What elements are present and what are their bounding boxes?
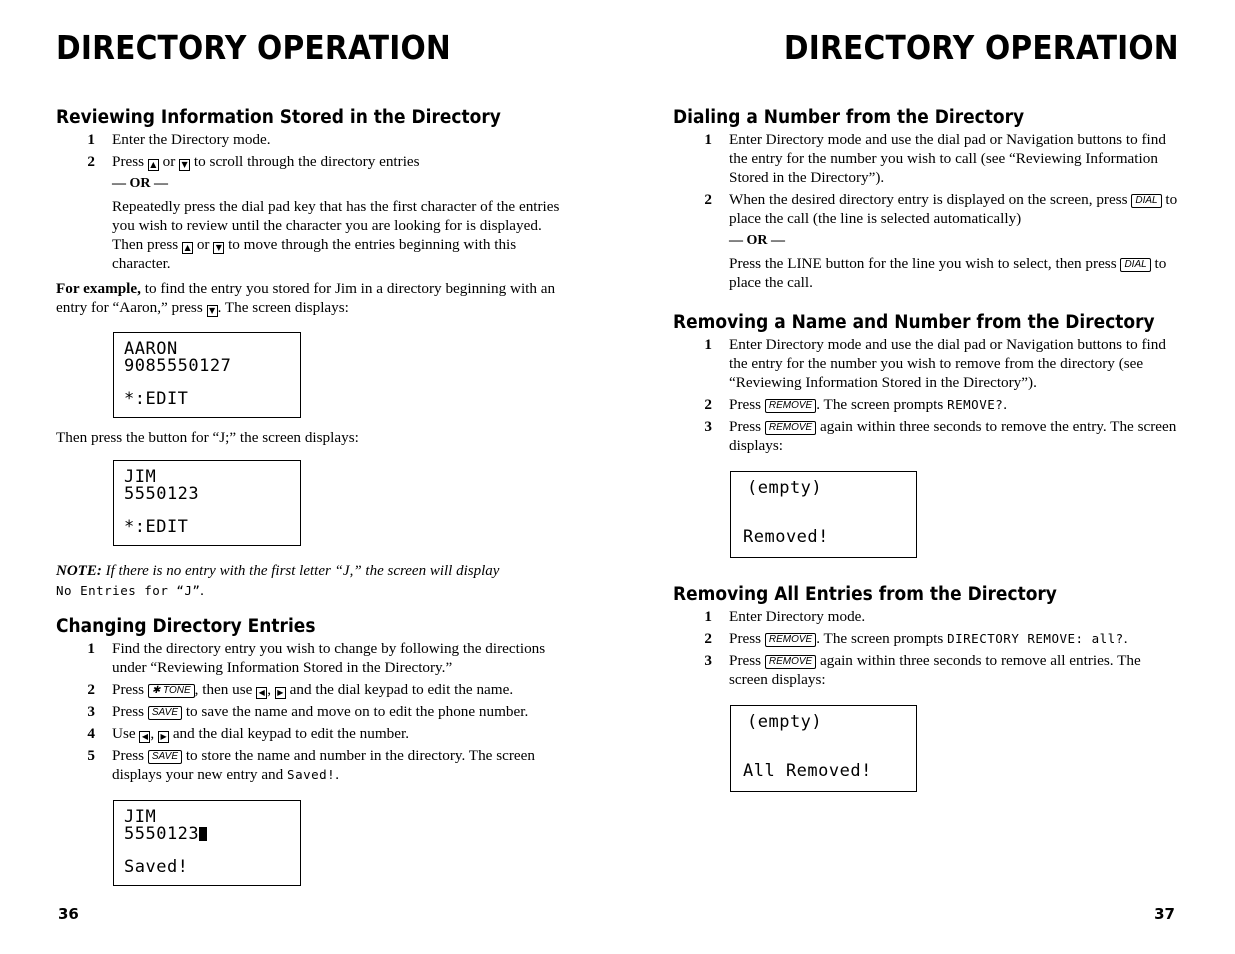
step: 3 Press REMOVE again within three seconds to remove the entry. The screen displays: — [704, 418, 1177, 454]
page-title: DIRECTORY OPERATION — [56, 28, 451, 67]
lcd-screen-all-removed: (empty) All Removed! — [730, 705, 917, 792]
step — [56, 130, 561, 149]
step: 2 Press REMOVE . The screen prompts DIRECTORY REMOVE: all?. — [704, 630, 1128, 647]
down-arrow-icon: ▼ — [207, 305, 218, 317]
right-arrow-icon: ▶ — [275, 687, 286, 699]
right-arrow-icon: ▶ — [158, 731, 169, 743]
lcd-screen-aaron: AARON 9085550127 *:EDIT — [113, 332, 301, 418]
step-text: Press ▲ or ▼ to scroll through the directory entries — [112, 153, 420, 170]
left-page — [56, 0, 561, 954]
section-heading: Dialing a Number from the Directory — [673, 107, 1025, 128]
step: 1 Enter Directory mode. — [704, 608, 866, 625]
page-number: 36 — [58, 905, 79, 923]
page-number: 37 — [1154, 905, 1175, 923]
step: 4 Use ◀ , ▶ and the dial keypad to edit the number. — [87, 725, 409, 742]
dial-key-icon: DIAL — [1131, 194, 1161, 208]
section-heading: Changing Directory Entries — [56, 616, 316, 637]
section-heading: Removing a Name and Number from the Directory — [673, 312, 1155, 333]
left-arrow-icon: ◀ — [139, 731, 150, 743]
remove-key-icon: REMOVE — [765, 655, 816, 669]
section-heading: Reviewing Information Stored in the Directory — [56, 107, 501, 128]
step-text: Enter the Directory mode. — [112, 131, 271, 148]
step: 3 Press REMOVE again within three seconds to remove all entries. The screen displays: — [704, 652, 1141, 688]
alternative-text: Press the LINE button for the line you wish to select, then press DIAL to place the call. — [729, 255, 1167, 291]
left-arrow-icon: ◀ — [256, 687, 267, 699]
then-text: Then press the button for “J;” the screen displays: — [56, 429, 359, 446]
removing-all-section — [673, 585, 1179, 692]
dial-key-icon: DIAL — [1120, 258, 1150, 272]
up-arrow-icon: ▲ — [182, 242, 193, 254]
step: 2 Press ✱ TONE , then use ◀ , ▶ and the dial keypad to edit the name. — [87, 681, 514, 698]
step: 1 Enter Directory mode and use the dial pad or Navigation buttons to find the entry for the number you wish to call (see “Reviewing Information Stored in the Directory”). — [704, 131, 1166, 186]
step: 1 Find the directory entry you wish to change by following the directions under “Reviewing Information Stored in the Directory.” — [87, 640, 546, 676]
cursor-block-icon — [199, 827, 207, 841]
or-separator: — OR — — [729, 233, 785, 248]
page-title: DIRECTORY OPERATION — [784, 28, 1179, 67]
dialing-section — [673, 108, 1179, 298]
removing-section — [673, 313, 1179, 458]
remove-key-icon: REMOVE — [765, 399, 816, 413]
section-heading: Removing All Entries from the Directory — [673, 584, 1057, 605]
step: 5 Press SAVE to store the name and number in the directory. The screen displays your new entry and Saved!. — [87, 747, 535, 783]
remove-key-icon: REMOVE — [765, 633, 816, 647]
changing-section — [56, 617, 561, 787]
tone-key-icon: ✱ TONE — [148, 684, 195, 698]
lcd-screen-removed: (empty) Removed! — [730, 471, 917, 558]
reviewing-section — [56, 108, 561, 321]
save-key-icon: SAVE — [148, 706, 182, 720]
step: 2 Press REMOVE . The screen prompts REMOVE?. — [704, 396, 1008, 413]
alternative-text: Repeatedly press the dial pad key that has the first character of the entries you wish to review until the character you are looking for is displayed. Then press ▲ or ▼ to move through the entries beginning with this character. — [112, 198, 560, 272]
or-separator: — OR — — [112, 176, 168, 191]
note: NOTE: If there is no entry with the first letter “J,” the screen will display No Entries for “J”. — [56, 563, 500, 599]
save-key-icon: SAVE — [148, 750, 182, 764]
step: 2 When the desired directory entry is displayed on the screen, press DIAL to place the call (the line is selected automatically) — [704, 191, 1178, 227]
step: 3 Press SAVE to save the name and move on to edit the phone number. — [87, 703, 529, 720]
step-number: 1 — [87, 131, 95, 148]
step-number: 2 — [87, 153, 95, 170]
down-arrow-icon: ▼ — [213, 242, 224, 254]
step: 1 Enter Directory mode and use the dial pad or Navigation buttons to find the entry for the number you wish to remove from the directory (see “Reviewing Information Stored in the Directory”). — [704, 336, 1166, 391]
example-text: For example, to find the entry you stored for Jim in a directory beginning with an entry for “Aaron,” press ▼ . The screen displays: — [56, 280, 556, 316]
step — [56, 152, 561, 171]
lcd-screen-jim: JIM 5550123 *:EDIT — [113, 460, 301, 546]
remove-key-icon: REMOVE — [765, 421, 816, 435]
up-arrow-icon: ▲ — [148, 159, 159, 171]
down-arrow-icon: ▼ — [179, 159, 190, 171]
lcd-screen-saved: JIM 5550123 Saved! — [113, 800, 301, 886]
right-page — [673, 0, 1179, 954]
